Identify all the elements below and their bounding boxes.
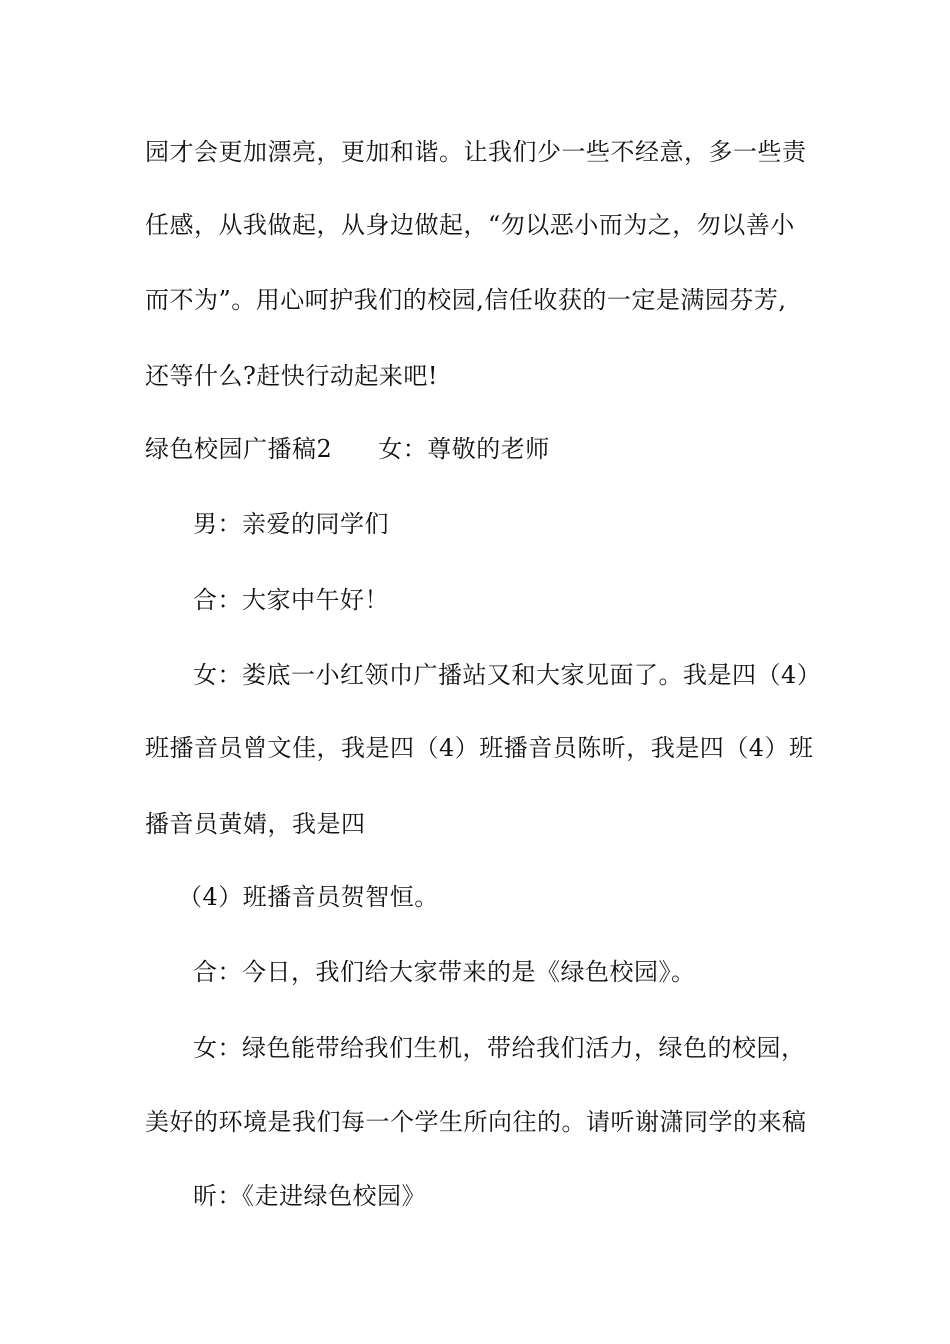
intro-line-2: 班播音员曾文佳，我是四（4）班播音员陈昕，我是四（4）班 bbox=[145, 734, 814, 762]
greeting-together: 合：大家中午好！ bbox=[193, 586, 389, 614]
topic-line: 合：今日，我们给大家带来的是《绿色校园》。 bbox=[193, 958, 696, 986]
female-line-1: 女：绿色能带给我们生机，带给我们活力，绿色的校园， bbox=[193, 1034, 806, 1062]
section-title: 绿色校园广播稿2 bbox=[145, 435, 333, 463]
intro-line-3: 播音员黄婧，我是四 bbox=[145, 810, 366, 838]
intro-line-1: 女：娄底一小红领巾广播站又和大家见面了。我是四（4） bbox=[193, 661, 822, 689]
paragraph-line-4: 还等什么?赶快行动起来吧! bbox=[145, 362, 439, 390]
paragraph-line-3: 而不为”。用心呵护我们的校园,信任收获的一定是满园芬芳, bbox=[145, 286, 787, 314]
female-line-2: 美好的环境是我们每一个学生所向往的。请听谢潇同学的来稿 bbox=[145, 1108, 807, 1136]
article-title-line: 昕：《走进绿色校园》 bbox=[193, 1182, 426, 1210]
intro-line-4: （4）班播音员贺智恒。 bbox=[178, 883, 439, 911]
greeting-female: 女：尊敬的老师 bbox=[378, 435, 550, 463]
greeting-male: 男：亲爱的同学们 bbox=[193, 510, 389, 538]
paragraph-line-2: 任感，从我做起，从身边做起，“勿以恶小而为之，勿以善小 bbox=[145, 211, 795, 239]
paragraph-line-1: 园才会更加漂亮，更加和谐。让我们少一些不经意，多一些责 bbox=[145, 138, 807, 166]
section-title-line bbox=[145, 434, 825, 464]
